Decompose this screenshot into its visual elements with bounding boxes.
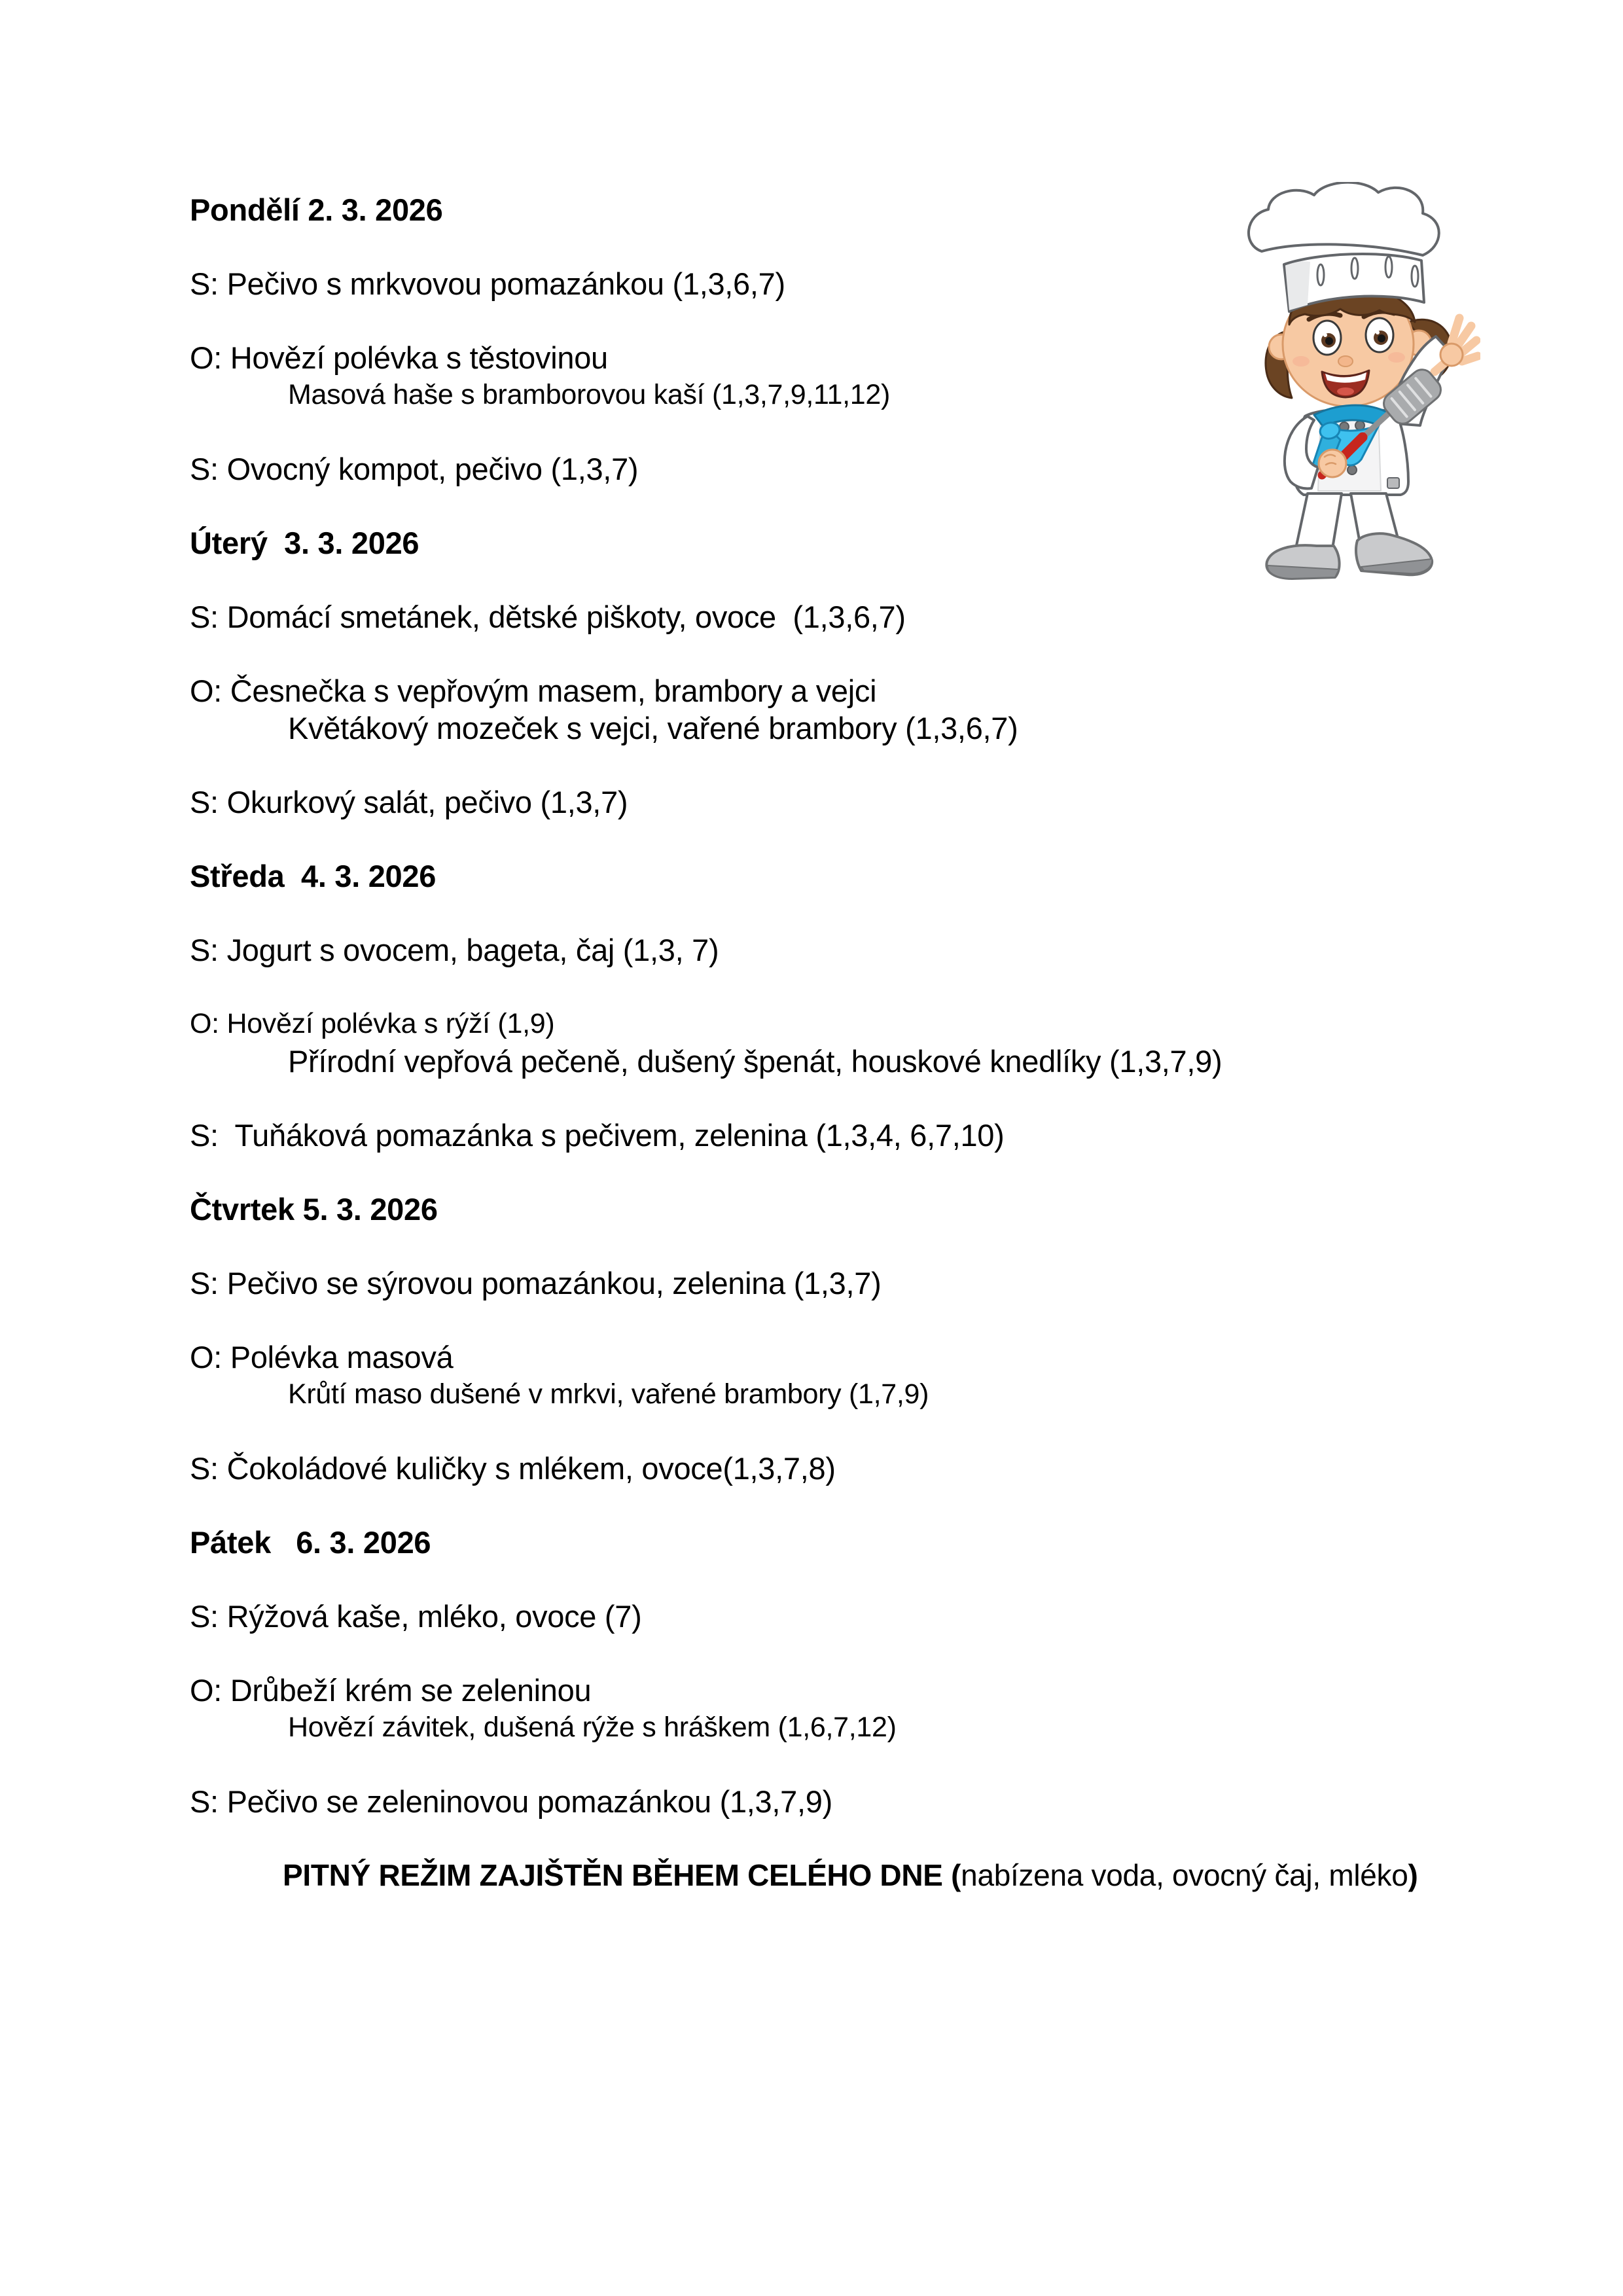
day-title: Středa 4. 3. 2026 xyxy=(190,859,437,893)
chef-eye-highlight-right xyxy=(1376,331,1380,334)
menu-line: O: Hovězí polévka s těstovinou xyxy=(190,340,608,375)
chef-hat-band-shade xyxy=(1285,261,1310,310)
chef-nose xyxy=(1338,356,1353,367)
chef-hat-puff xyxy=(1249,183,1439,255)
menu-item xyxy=(190,1265,1597,1302)
menu-line: O: Drůbeží krém se zeleninou xyxy=(190,1673,592,1708)
chef-hat-slit xyxy=(1412,266,1418,287)
menu-line: S: Ovocný kompot, pečivo (1,3,7) xyxy=(190,452,639,486)
menu-item xyxy=(190,1338,1597,1413)
menu-line: S: Čokoládové kuličky s mlékem, ovoce(1,3,7,8) xyxy=(190,1451,836,1486)
menu-line: S: Rýžová kaše, mléko, ovoce (7) xyxy=(190,1599,642,1634)
menu-line: S: Pečivo s mrkvovou pomazánkou (1,3,6,7) xyxy=(190,266,785,301)
day-title: Čtvrtek 5. 3. 2026 xyxy=(190,1192,438,1227)
drink-notice-regular: nabízena voda, ovocný čaj, mléko xyxy=(961,1858,1408,1892)
menu-line: S: Pečivo se sýrovou pomazánkou, zelenina (1,3,7) xyxy=(190,1266,882,1300)
menu-line: S: Pečivo se zeleninovou pomazánkou (1,3,7,9) xyxy=(190,1784,832,1819)
day-title: Pondělí 2. 3. 2026 xyxy=(190,192,443,227)
chef-pupil-right xyxy=(1378,334,1385,342)
chef-hat-slit xyxy=(1385,257,1392,278)
menu-item xyxy=(190,1598,1597,1635)
menu-line: S: Jogurt s ovocem, bageta, čaj (1,3, 7) xyxy=(190,933,719,967)
chef-hat-slit xyxy=(1351,258,1358,279)
menu-line: S: Okurkový salát, pečivo (1,3,7) xyxy=(190,785,628,819)
chef-leg-left xyxy=(1296,493,1342,548)
menu-item xyxy=(190,1117,1597,1154)
chef-wave-palm xyxy=(1440,344,1463,366)
drink-notice xyxy=(190,1857,1597,1894)
menu-line: Přírodní vepřová pečeně, dušený špenát, houskové knedlíky (1,3,7,9) xyxy=(288,1044,1222,1079)
menu-item xyxy=(190,783,1597,821)
menu-line: Květákový mozeček s vejci, vařené brambory (1,3,6,7) xyxy=(288,711,1018,745)
menu-line: Hovězí závitek, dušená rýže s hráškem (1,6,7,12) xyxy=(288,1712,897,1743)
menu-item xyxy=(190,1005,1597,1080)
chef-tongue xyxy=(1337,387,1354,395)
day-block xyxy=(190,1524,1597,1820)
menu-line: Krůtí maso dušené v mrkvi, vařené brambory (1,7,9) xyxy=(288,1378,929,1410)
day-title: Pátek 6. 3. 2026 xyxy=(190,1525,431,1560)
chef-pupil-left xyxy=(1325,337,1333,345)
chef-blush-left xyxy=(1293,356,1310,367)
menu-line: S: Tuňáková pomazánka s pečivem, zelenina (1,3,4, 6,7,10) xyxy=(190,1118,1005,1153)
chef-hat-slit xyxy=(1317,264,1324,285)
chef-waist-pocket xyxy=(1387,478,1399,488)
menu-item xyxy=(190,1450,1597,1487)
menu-item xyxy=(190,672,1597,747)
drink-notice-bold-suffix: ) xyxy=(1408,1858,1418,1892)
day-block xyxy=(190,857,1597,1154)
menu-line: S: Domácí smetánek, dětské piškoty, ovoce (1,3,6,7) xyxy=(190,600,906,634)
menu-item xyxy=(190,1783,1597,1820)
drink-notice-bold-prefix: PITNÝ REŽIM ZAJIŠTĚN BĚHEM CELÉHO DNE ( xyxy=(283,1858,961,1892)
day-title: Úterý 3. 3. 2026 xyxy=(190,526,419,560)
menu-line: Masová haše s bramborovou kaší (1,3,7,9,11,12) xyxy=(288,379,890,410)
menu-item xyxy=(190,1672,1597,1746)
day-block xyxy=(190,1191,1597,1487)
menu-line: O: Česnečka s vepřovým masem, brambory a vejci xyxy=(190,673,877,708)
menu-item xyxy=(190,598,1597,636)
menu-line: O: Hovězí polévka s rýží (1,9) xyxy=(190,1008,555,1039)
chef-illustration xyxy=(1192,182,1480,588)
menu-line: O: Polévka masová xyxy=(190,1340,454,1374)
menu-item xyxy=(190,931,1597,969)
chef-blush-right xyxy=(1388,352,1405,363)
chef-eye-highlight-left xyxy=(1323,333,1327,337)
